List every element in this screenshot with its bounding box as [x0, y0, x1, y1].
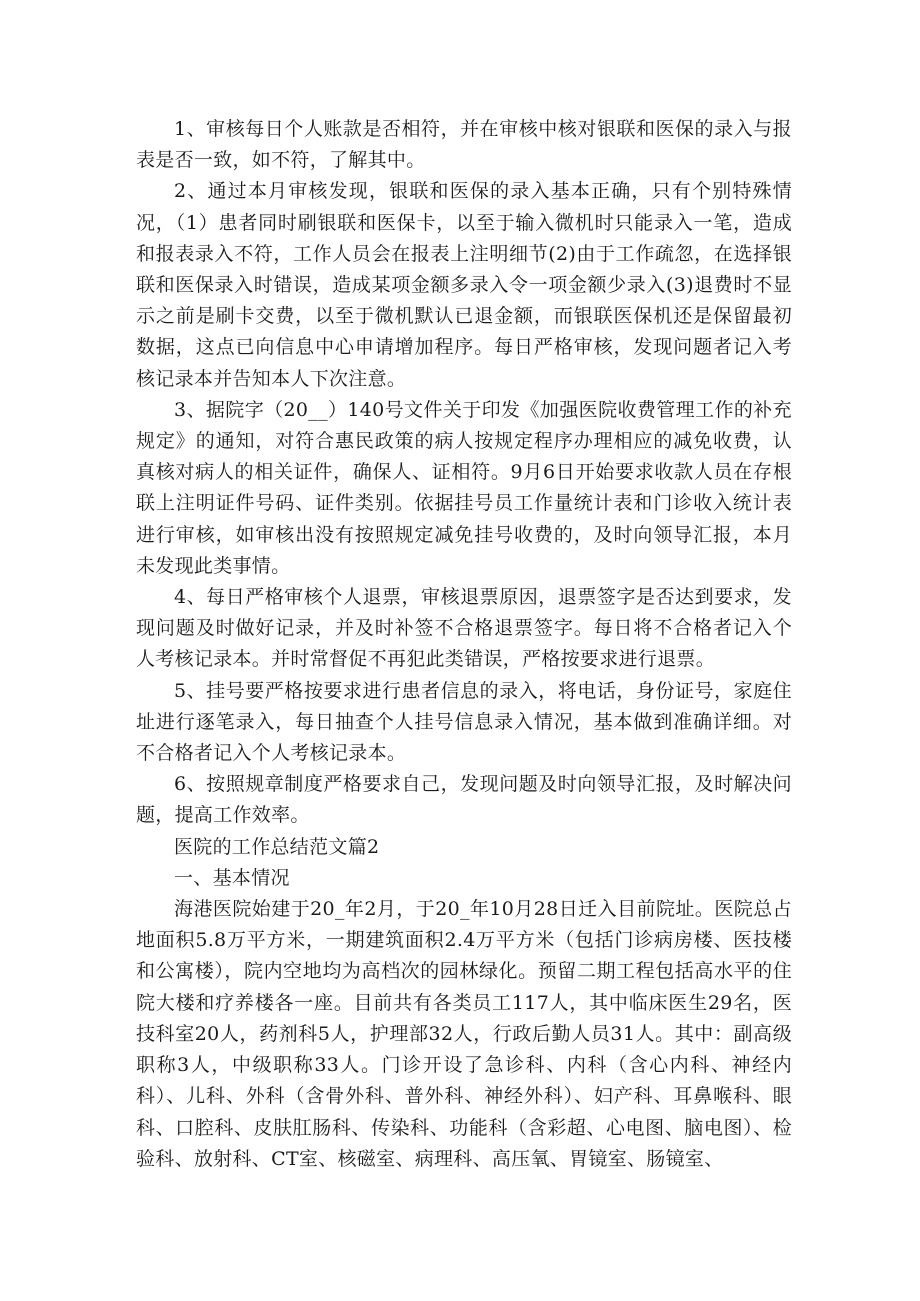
paragraph-refund-audit: 4、每日严格审核个人退票，审核退票原因，退票签字是否达到要求，发现问题及时做好记录，并及时补签不合格退票签字。每日将不合格者记入个人考核记录本。并时常督促不再犯此类错误，严格按要求进行退票。: [136, 586, 792, 671]
document-page: [136, 114, 792, 1175]
paragraph-audit-accounts: 1、审核每日个人账款是否相符，并在审核中核对银联和医保的录入与报表是否一致，如不符，了解其中。: [136, 118, 792, 172]
paragraph-self-discipline: 6、按照规章制度严格要求自己，发现问题及时向领导汇报，及时解决问题，提高工作效率。: [136, 773, 792, 827]
paragraph-registration-entry: 5、挂号要严格按要求进行患者信息的录入，将电话，身份证号，家庭住址进行逐笔录入，每日抽查个人挂号信息录入情况，基本做到准确详细。对不合格者记入个人考核记录本。: [136, 679, 792, 765]
subsection-title: 一、基本情况: [174, 866, 290, 889]
paragraph-audit-findings: 2、通过本月审核发现，银联和医保的录入基本正确，只有个别特殊情况，（1）患者同时刷银联和医保卡，以至于输入微机时只能录入一笔，造成和报表录入不符，工作人员会在报表上注明细节(2)由于工作疏忽，在选择银联和医保录入时错误，造成某项金额多录入令一项金额少录入(3)退费时不显示之前是刷卡交费，以至于微机默认已退金额，而银联医保机还是保留最初数据，这点已向信息中心申请增加程序。每日严格审核，发现问题者记入考核记录本并告知本人下次注意。: [136, 180, 792, 390]
paragraph-fee-reduction: 3、据院字（20__）140号文件关于印发《加强医院收费管理工作的补充规定》的通知，对符合惠民政策的病人按规定程序办理相应的减免收费，认真核对病人的相关证件，确保人、证相符。9月6日开始要求收款人员在存根联上注明证件号码、证件类别。依据挂号员工作量统计表和门诊收入统计表进行审核，如审核出没有按照规定减免挂号收费的，及时向领导汇报，本月未发现此类事情。: [136, 398, 792, 577]
paragraph-hospital-overview: 海港医院始建于20_年2月，于20_年10月28日迁入目前院址。医院总占地面积5.8万平方米，一期建筑面积2.4万平方米（包括门诊病房楼、医技楼和公寓楼），院内空地均为高档次的园林绿化。预留二期工程包括高水平的住院大楼和疗养楼各一座。目前共有各类员工117人，其中临床医生29名，医技科室20人，药剂科5人，护理部32人，行政后勤人员31人。其中：副高级职称3人，中级职称33人。门诊开设了急诊科、内科（含心内科、神经内科）、儿科、外科（含骨外科、普外科、神经外科）、妇产科、耳鼻喉科、眼科、口腔科、皮肤肛肠科、传染科、功能科（含彩超、心电图、脑电图）、检验科、放射科、CT室、核磁室、病理科、高压氧、胃镜室、肠镜室、: [136, 898, 792, 1170]
section-title: 医院的工作总结范文篇2: [174, 835, 380, 858]
